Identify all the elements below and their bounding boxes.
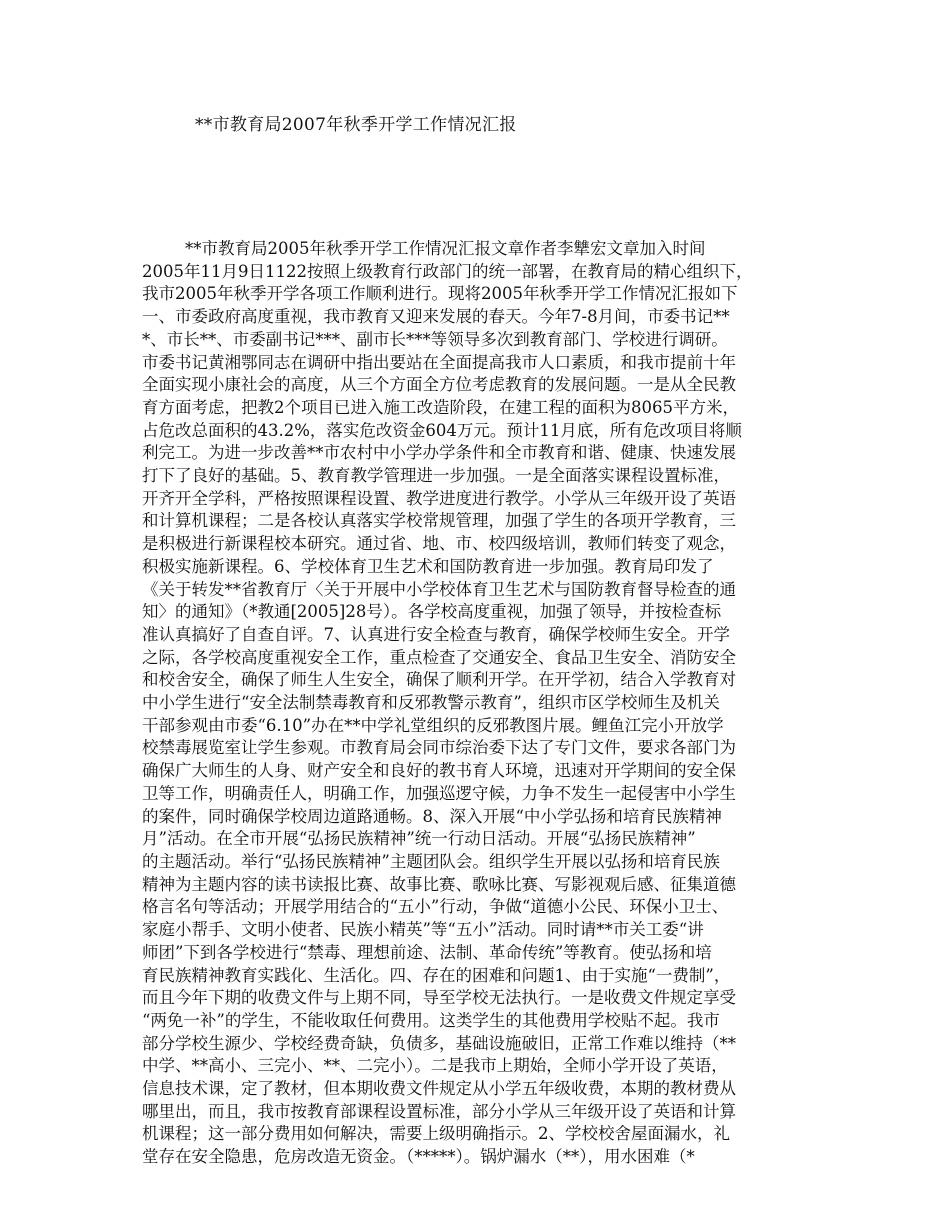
body-line: 精神为主题内容的读书读报比赛、故事比赛、歌咏比赛、写影视观后感、征集道德 bbox=[142, 874, 736, 894]
body-line: 一、市委政府高度重视，我市教育又迎来发展的春天。今年7-8月间，市委书记** bbox=[142, 307, 730, 327]
body-line: 我市2005年秋季开学各项工作顺利进行。现将2005年秋季开学工作情况汇报如下 bbox=[142, 284, 738, 304]
body-line: 市委书记黄湘鄂同志在调研中指出要站在全面提高我市人口素质，和我市提前十年 bbox=[142, 352, 736, 372]
body-line: 是积极进行新课程校本研究。通过省、地、市、校四级培训，教师们转变了观念， bbox=[142, 534, 736, 554]
body-line: 而且今年下期的收费文件与上期不同，导至学校无法执行。一是收费文件规定享受 bbox=[142, 988, 736, 1008]
body-line: 校禁毒展览室让学生参观。市教育局会同市综治委下达了专门文件，要求各部门为 bbox=[142, 738, 736, 758]
body-line: 机课程；这一部分费用如何解决，需要上级明确指示。2、学校校舍屋面漏水，礼 bbox=[142, 1124, 730, 1144]
body-line: 卫等工作，明确责任人，明确工作，加强巡逻守候，力争不发生一起侵害中小学生 bbox=[142, 783, 736, 803]
body-line: 信息技术课，定了教材，但本期收费文件规定从小学五年级收费，本期的教材费从 bbox=[142, 1079, 736, 1099]
body-line: 格言名句等活动；开展学用结合的“五小”行动，争做“道德小公民、环保小卫士、 bbox=[142, 897, 729, 917]
document-body bbox=[142, 238, 812, 1169]
body-line: 2005年11月9日1122按照上级教育行政部门的统一部署，在教育局的精心组织下， bbox=[142, 261, 753, 281]
body-line: 之际，各学校高度重视安全工作，重点检查了交通安全、食品卫生安全、消防安全 bbox=[142, 647, 736, 667]
body-line: 确保广大师生的人身、财产安全和良好的教书育人环境，迅速对开学期间的安全保 bbox=[142, 761, 736, 781]
body-line: **市教育局2005年秋季开学工作情况汇报文章作者李犨宏文章加入时间 bbox=[185, 239, 706, 258]
body-line: 月”活动。在全市开展“弘扬民族精神”统一行动日活动。开展“弘扬民族精神” bbox=[142, 829, 696, 849]
body-line: 哪里出，而且，我市按教育部课程设置标准，部分小学从三年级开设了英语和计算 bbox=[142, 1101, 736, 1121]
body-line: 利完工。为进一步改善**市农村中小学办学条件和全市教育和谐、健康、快速发展 bbox=[142, 443, 736, 463]
document-title: **市教育局2007年秋季开学工作情况汇报 bbox=[195, 115, 517, 135]
body-line: 的主题活动。举行“弘扬民族精神”主题团队会。组织学生开展以弘扬和培育民族 bbox=[142, 851, 720, 871]
body-line: 部分学校生源少、学校经费奇缺，负债多，基础设施破旧，正常工作难以维持（** bbox=[142, 1033, 736, 1053]
body-line: 占危改总面积的43.2%，落实危改资金604万元。预计11月底，所有危改项目将顺 bbox=[142, 420, 742, 440]
body-line: 师团”下到各学校进行“禁毒、理想前途、法制、革命传统”等教育。使弘扬和培 bbox=[142, 942, 712, 962]
body-line: 全面实现小康社会的高度，从三个方面全方位考虑教育的发展问题。一是从全民教 bbox=[142, 375, 736, 395]
body-line: 育民族精神教育实践化、生活化。四、存在的困难和问题1、由于实施“一费制”， bbox=[142, 965, 731, 985]
body-line: 家庭小帮手、文明小使者、民族小精英”等“五小”活动。同时请**市关工委“讲 bbox=[142, 920, 704, 940]
body-line: 育方面考虑，把教2个项目已进入施工改造阶段，在建工程的面积为8065平方米， bbox=[142, 397, 739, 417]
body-line: “两免一补”的学生，不能收取任何费用。这类学生的其他费用学校贴不起。我市 bbox=[142, 1010, 720, 1030]
body-line: 中学、**高小、三完小、**、二完小）。二是我市上期始，全师小学开设了英语， bbox=[142, 1056, 728, 1076]
body-line: 和校舍安全，确保了师生人生安全，确保了顺利开学。在开学初，结合入学教育对 bbox=[142, 670, 736, 690]
body-line: 干部参观由市委“6.10”办在**中学礼堂组织的反邪教图片展。鲤鱼江完小开放学 bbox=[142, 715, 724, 735]
body-line: 和计算机课程；二是各校认真落实学校常规管理，加强了学生的各项开学教育，三 bbox=[142, 511, 736, 531]
body-line: 的案件，同时确保学校周边道路通畅。8、深入开展“中小学弘扬和培育民族精神 bbox=[142, 806, 722, 826]
body-line: 准认真搞好了自查自评。7、认真进行安全检查与教育，确保学校师生安全。开学 bbox=[142, 624, 730, 644]
body-line: 堂存在安全隐患，危房改造无资金。（*****）。锅炉漏水（**），用水困难（* bbox=[142, 1147, 695, 1167]
body-line: 中小学生进行“安全法制禁毒教育和反邪教警示教育”，组织市区学校师生及机关 bbox=[142, 693, 720, 713]
body-line: 《关于转发**省教育厅〈关于开展中小学校体育卫生艺术与国防教育督导检查的通 bbox=[142, 579, 736, 599]
body-line: 开齐开全学科，严格按照课程设置、教学进度进行教学。小学从三年级开设了英语 bbox=[142, 488, 736, 508]
body-line: *、市长**、市委副书记***、副市长***等领导多次到教育部门、学校进行调研。 bbox=[142, 329, 728, 349]
body-line: 打下了良好的基础。5、教育教学管理进一步加强。一是全面落实课程设置标准， bbox=[142, 466, 730, 486]
body-line: 积极实施新课程。6、学校体育卫生艺术和国防教育进一步加强。教育局印发了 bbox=[142, 556, 714, 576]
body-line: 知〉的通知》（*教通[2005]28号）。各学校高度重视，加强了领导，并按检查标 bbox=[142, 602, 722, 622]
